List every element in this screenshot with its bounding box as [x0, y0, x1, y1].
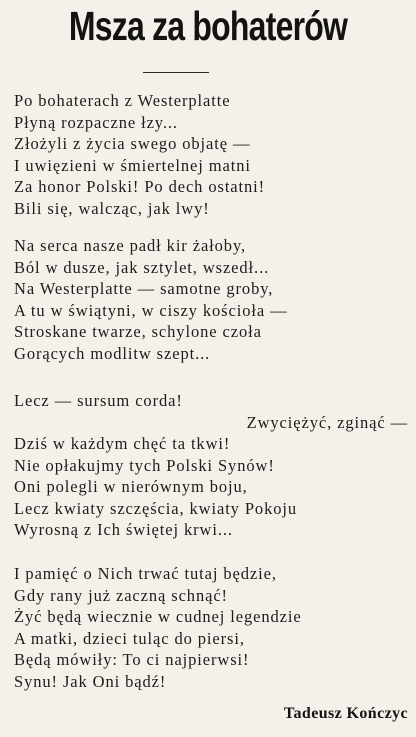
verse-line: Gdy rany już zaczną schnąć!: [14, 585, 228, 605]
verse-line: Żyć będą wiecznie w cudnej legendzie: [14, 607, 302, 626]
verse-line: Złożyli z życia swego objatę —: [14, 134, 251, 153]
verse-line: Synu! Jak Oni bądź!: [14, 671, 167, 691]
title-divider: [143, 72, 209, 73]
poem-title: Msza za bohaterów: [68, 3, 348, 49]
verse-line: I pamięć o Nich trwać tutaj będzie,: [14, 564, 277, 583]
verse-line: Oni polegli w nierównym boju,: [14, 477, 248, 496]
verse-line: Lecz — sursum corda!: [14, 391, 183, 410]
verse-line: Lecz kwiaty szczęścia, kwiaty Pokoju: [14, 498, 298, 518]
verse-line: Za honor Polski! Po dech ostatni!: [14, 177, 266, 196]
verse-line: Dziś w każdym chęć ta tkwi!: [14, 434, 231, 453]
verse-line: Płyną rozpaczne łzy...: [14, 112, 178, 132]
verse-line: Będą mówiły: To ci najpierwsi!: [14, 650, 250, 669]
verse-line: Na serca nasze padł kir żałoby,: [14, 236, 247, 255]
stanza-2: [0, 235, 416, 364]
verse-line: A tu w świątyni, w ciszy kościoła —: [14, 300, 288, 320]
author-signature: Tadeusz Kończyc: [283, 705, 408, 722]
verse-line: Ból w dusze, jak sztylet, wszedł...: [14, 257, 270, 277]
verse-line: Wyrosną z Ich świętej krwi...: [14, 520, 233, 539]
verse-line: Na Westerplatte — samotne groby,: [14, 279, 274, 298]
verse-line: Nie opłakujmy tych Polski Synów!: [14, 455, 275, 475]
verse-line: Po bohaterach z Westerplatte: [14, 91, 231, 110]
verse-line-indented: Zwyciężyć, zginąć —: [246, 412, 408, 432]
stanza-4: [0, 563, 416, 692]
verse-line: A matki, dzieci tuląc do piersi,: [14, 628, 245, 648]
verse-line: Bili się, walcząc, jak lwy!: [14, 198, 210, 218]
stanza-3: [0, 390, 416, 541]
verse-line: I uwięzieni w śmiertelnej matni: [14, 155, 251, 175]
verse-line: Stroskane twarze, schylone czoła: [14, 322, 262, 341]
verse-line: Gorących modlitw szept...: [14, 343, 211, 363]
stanza-1: [0, 90, 416, 219]
